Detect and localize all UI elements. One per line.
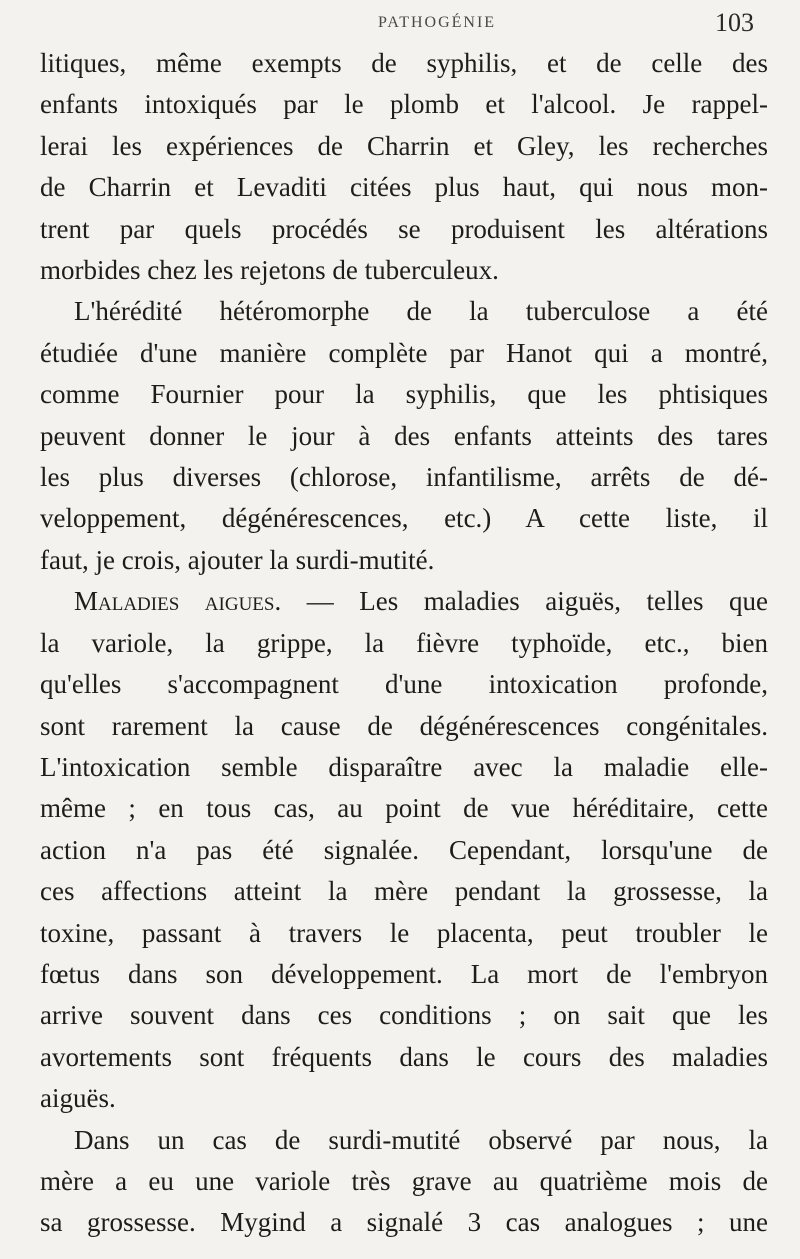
page-number: 103 (715, 8, 754, 37)
paragraph-3 (40, 581, 768, 1119)
text-line: ces affections atteint la mère pendant la grossesse, la (40, 876, 768, 907)
text-line: peuvent donner le jour à des enfants atteints des tares (40, 420, 768, 451)
text-line: la variole, la grippe, la fièvre typhoïde, etc., bien (40, 627, 768, 658)
text-line: même ; en tous cas, au point de vue héréditaire, cette (40, 793, 768, 824)
text-line: litiques, même exempts de syphilis, et de celle des (40, 48, 768, 78)
text-line: les plus diverses (chlorose, infantilisme, arrêts de dé- (40, 462, 768, 493)
text-line: étudiée d'une manière complète par Hanot qui a montré, (40, 337, 768, 368)
text-line: fœtus dans son développement. La mort de l'embryon (40, 958, 768, 989)
text-line: qu'elles s'accompagnent d'une intoxication profonde, (40, 669, 768, 700)
text-line: action n'a pas été signalée. Cependant, lorsqu'une de (40, 834, 768, 865)
text-line: lerai les expériences de Charrin et Gley, les recherches (40, 130, 768, 161)
text-line: faut, je crois, ajouter la surdi-mutité. (40, 544, 435, 575)
text-line: morbides chez les rejetons de tuberculeux. (40, 255, 499, 286)
paragraph-2 (40, 291, 768, 581)
text-line: L'hérédité hétéromorphe de la tuberculose a été (74, 296, 768, 327)
text-line: comme Fournier pour la syphilis, que les phtisiques (40, 379, 768, 410)
text-line: toxine, passant à travers le placenta, peut troubler le (40, 917, 768, 948)
text-line-with-heading (40, 581, 768, 622)
text-line: sa grossesse. Mygind a signalé 3 cas analogues ; une (40, 1207, 768, 1238)
text-line: sont rarement la cause de dégénérescences congénitales. (40, 710, 768, 741)
text-line: de Charrin et Levaditi citées plus haut, qui nous mon- (40, 172, 768, 203)
text-line: mère a eu une variole très grave au quatrième mois de (40, 1165, 768, 1196)
running-title: PATHOGÉNIE (378, 14, 497, 31)
text-line: L'intoxication semble disparaître avec la maladie elle- (40, 751, 768, 782)
text-line: arrive souvent dans ces conditions ; on sait que les (40, 1000, 768, 1031)
text-line: enfants intoxiqués par le plomb et l'alcool. Je rappel- (40, 89, 768, 120)
running-head (0, 6, 800, 46)
text-line: aiguës. (40, 1083, 116, 1114)
text-line: Dans un cas de surdi-mutité observé par nous, la (74, 1124, 768, 1155)
text-line: avortements sont fréquents dans le cours des maladies (40, 1041, 768, 1072)
body-text (40, 43, 768, 1244)
section-heading: Maladies aigues. (74, 586, 282, 617)
text-line: veloppement, dégénérescences, etc.) A cette liste, il (40, 503, 768, 534)
paragraph-1 (40, 43, 768, 291)
text-line-run: — Les maladies aiguës, telles que (281, 586, 768, 617)
text-line: trent par quels procédés se produisent les altérations (40, 213, 768, 244)
paragraph-4 (40, 1120, 768, 1244)
